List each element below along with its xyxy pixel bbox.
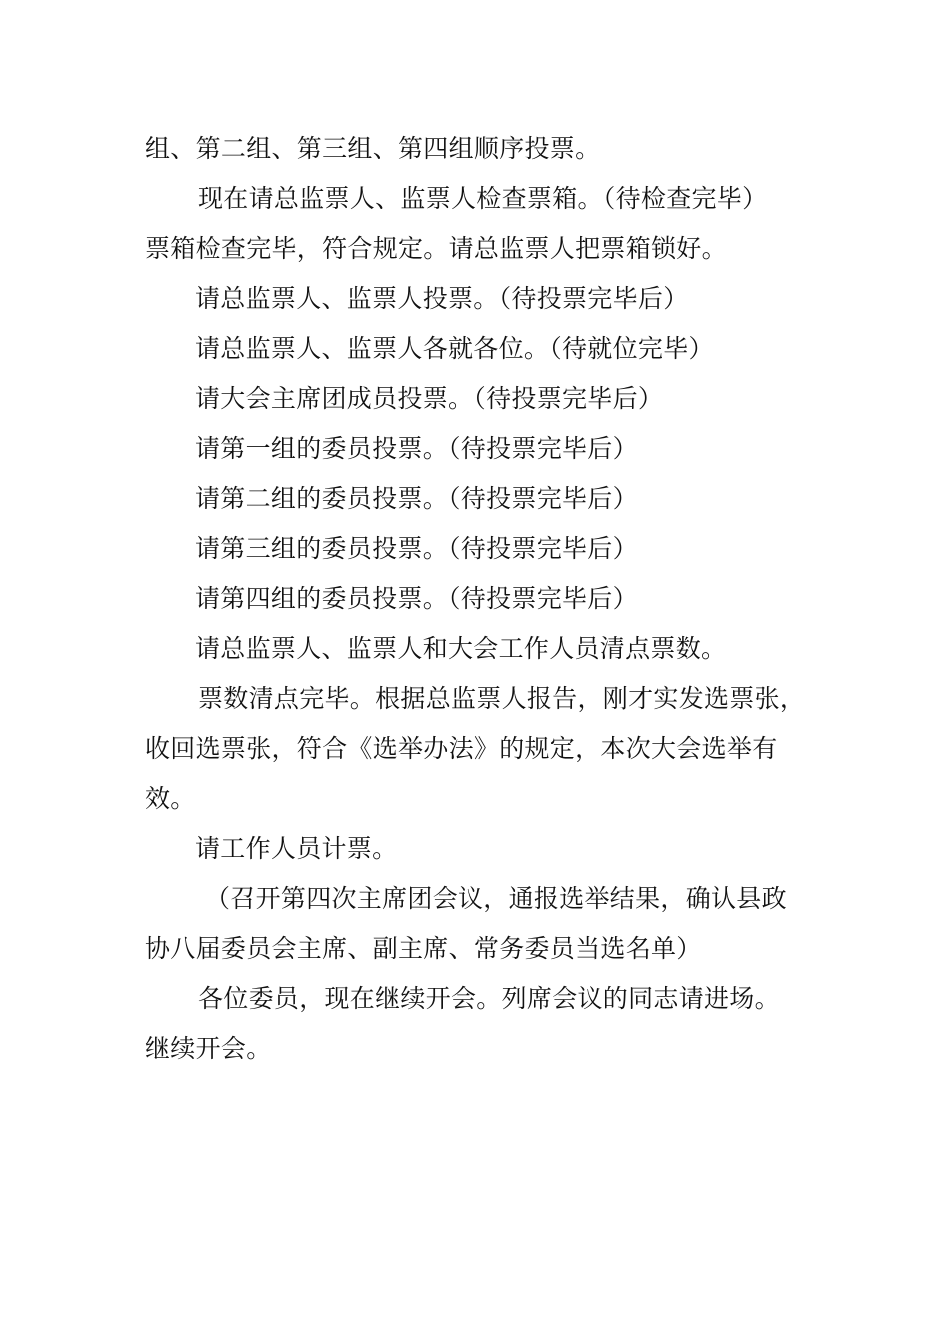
text-line: 请第四组的委员投票。（待投票完毕后） — [195, 584, 638, 613]
text-line: 收回选票张，符合《选举办法》的规定，本次大会选举有 — [145, 734, 778, 763]
text-line: 继续开会。 — [145, 1034, 272, 1063]
text-line: 请总监票人、监票人投票。（待投票完毕后） — [195, 284, 689, 313]
text-line: 请总监票人、监票人和大会工作人员清点票数。 — [195, 634, 727, 663]
text-line: 票箱检查完毕，符合规定。请总监票人把票箱锁好。 — [145, 234, 727, 263]
text-line: 请大会主席团成员投票。（待投票完毕后） — [195, 384, 664, 413]
text-line: （召开第四次主席团会议，通报选举结果，确认县政 — [205, 884, 787, 913]
text-line: 组、第二组、第三组、第四组顺序投票。 — [145, 134, 601, 163]
text-line: 请工作人员计票。 — [195, 834, 398, 863]
text-line: 协八届委员会主席、副主席、常务委员当选名单） — [145, 934, 702, 963]
text-line: 票数清点完毕。根据总监票人报告，刚才实发选票张， — [198, 684, 806, 713]
text-line: 请第一组的委员投票。（待投票完毕后） — [195, 434, 638, 463]
text-line: 请第二组的委员投票。（待投票完毕后） — [195, 484, 638, 513]
text-line: 现在请总监票人、监票人检查票箱。（待检查完毕） — [198, 184, 768, 213]
text-line: 效。 — [145, 784, 196, 813]
text-line: 请第三组的委员投票。（待投票完毕后） — [195, 534, 638, 563]
text-line: 请总监票人、监票人各就各位。（待就位完毕） — [195, 334, 714, 363]
text-line: 各位委员，现在继续开会。列席会议的同志请进场。 — [198, 984, 780, 1013]
